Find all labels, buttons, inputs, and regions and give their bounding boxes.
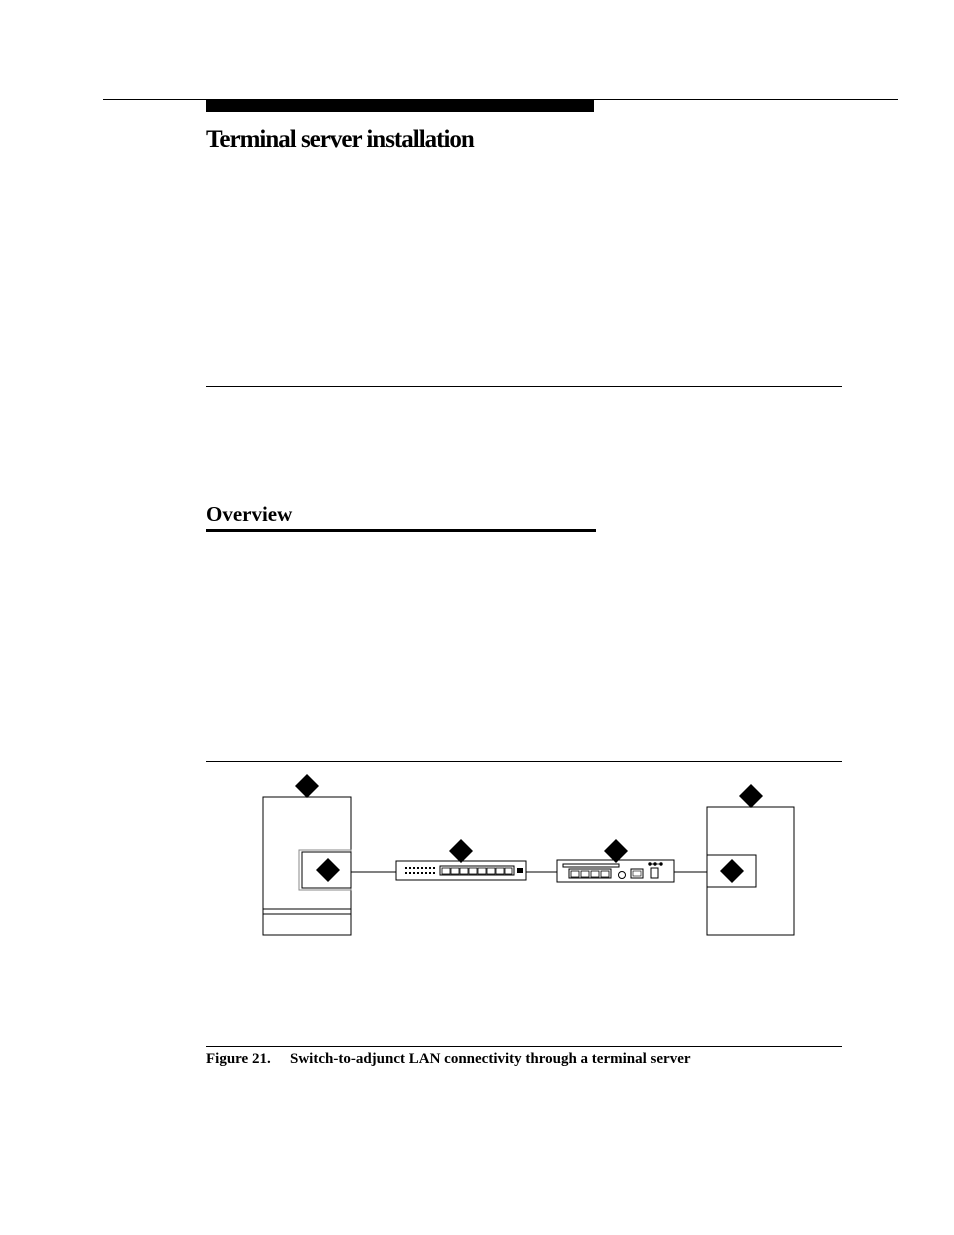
- network-hub: [396, 861, 526, 880]
- callout-diamond-icon: [604, 839, 628, 863]
- callout-diamond-icon: [449, 839, 473, 863]
- section-title: Overview: [206, 502, 293, 526]
- chapter-title: Terminal server installation: [206, 126, 474, 153]
- figure-number: Figure 21.: [206, 1051, 271, 1067]
- figure-caption: [206, 1051, 691, 1068]
- figure-caption-text: Switch-to-adjunct LAN connectivity through a terminal server: [290, 1051, 691, 1067]
- header-bar: [206, 99, 594, 112]
- section-rule: [206, 386, 842, 387]
- connectivity-diagram: [206, 762, 842, 1046]
- section-underline: [206, 529, 596, 532]
- callout-diamond-icon: [739, 784, 763, 808]
- switch-cabinet: [263, 797, 351, 935]
- figure-bottom-rule: [206, 1046, 842, 1047]
- terminal-server: [557, 860, 674, 882]
- callout-diamond-icon: [295, 774, 319, 798]
